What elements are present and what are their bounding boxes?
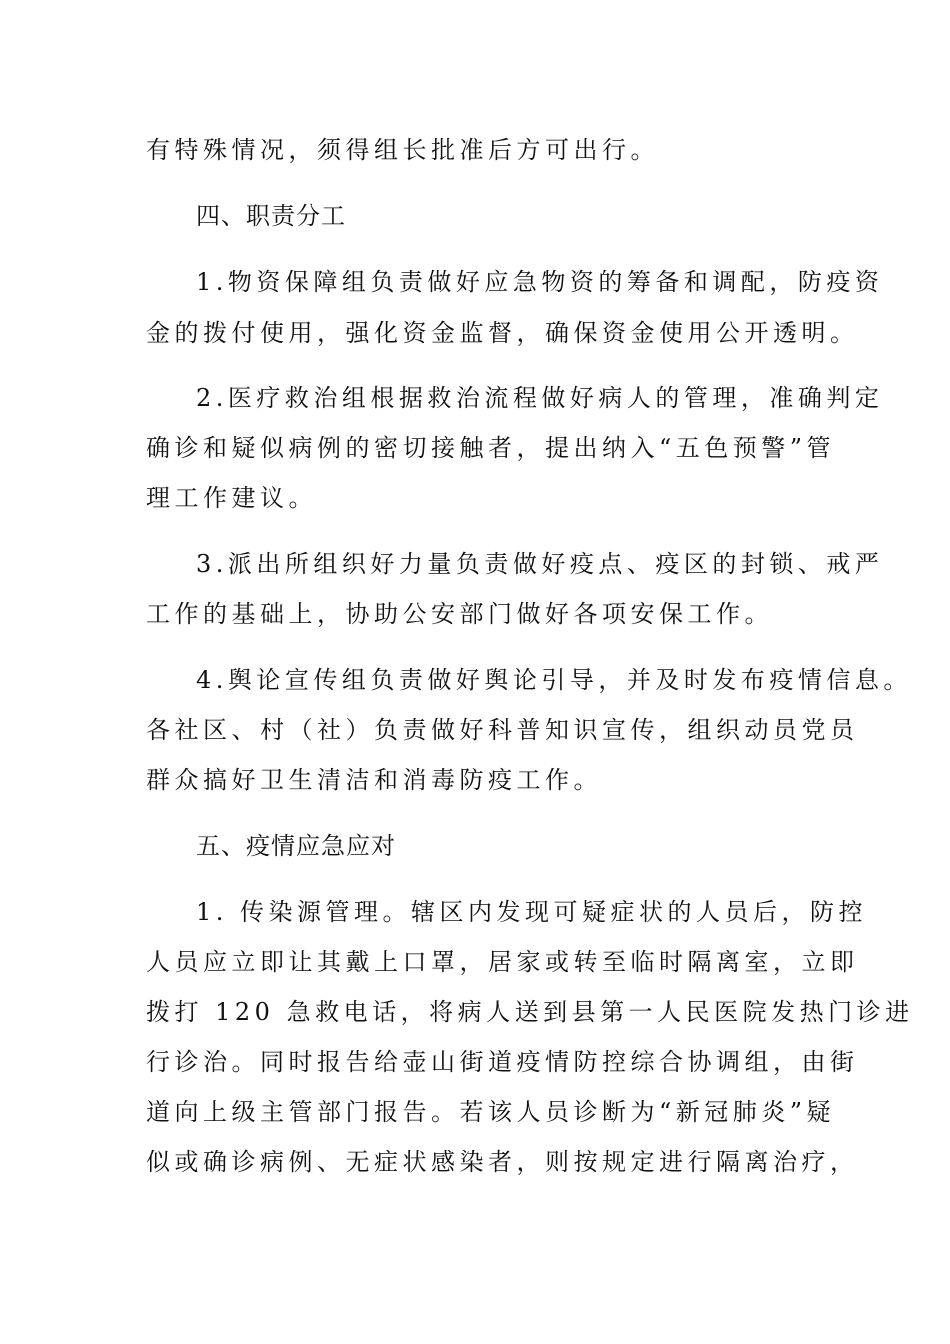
section-heading: 五、疫情应急应对 (196, 832, 396, 860)
paragraph-line: 确诊和疑似病例的密切接触者，提出纳入“五色预警”管 (146, 434, 836, 462)
paragraph-line: 金的拨付使用，强化资金监督，确保资金使用公开透明。 (146, 319, 859, 347)
paragraph-line: 道向上级主管部门报告。若该人员诊断为“新冠肺炎”疑 (146, 1098, 836, 1126)
paragraph-line: 2.医疗救治组根据救治流程做好病人的管理，准确判定 (196, 384, 884, 412)
paragraph-line: 1. 传染源管理。辖区内发现可疑症状的人员后，防控 (196, 898, 868, 926)
paragraph-line: 拨打 120 急救电话，将病人送到县第一人民医院发热门诊进 (146, 998, 914, 1026)
paragraph-line: 人员应立即让其戴上口罩，居家或转至临时隔离室，立即 (146, 948, 859, 976)
paragraph-line: 似或确诊病例、无症状感染者，则按规定进行隔离治疗， (146, 1148, 859, 1176)
paragraph-line: 有特殊情况，须得组长批准后方可出行。 (146, 136, 659, 164)
section-heading: 四、职责分工 (196, 202, 346, 230)
paragraph-line: 1.物资保障组负责做好应急物资的筹备和调配，防疫资 (196, 268, 884, 296)
paragraph-line: 理工作建议。 (146, 484, 317, 512)
paragraph-line: 群众搞好卫生清洁和消毒防疫工作。 (146, 766, 602, 794)
paragraph-line: 各社区、村（社）负责做好科普知识宣传，组织动员党员 (146, 716, 859, 744)
paragraph-line: 3.派出所组织好力量负责做好疫点、疫区的封锁、戒严 (196, 550, 884, 578)
paragraph-line: 工作的基础上，协助公安部门做好各项安保工作。 (146, 600, 773, 628)
paragraph-line: 4.舆论宣传组负责做好舆论引导，并及时发布疫情信息。 (196, 666, 912, 694)
paragraph-line: 行诊治。同时报告给壶山街道疫情防控综合协调组，由街 (146, 1048, 859, 1076)
